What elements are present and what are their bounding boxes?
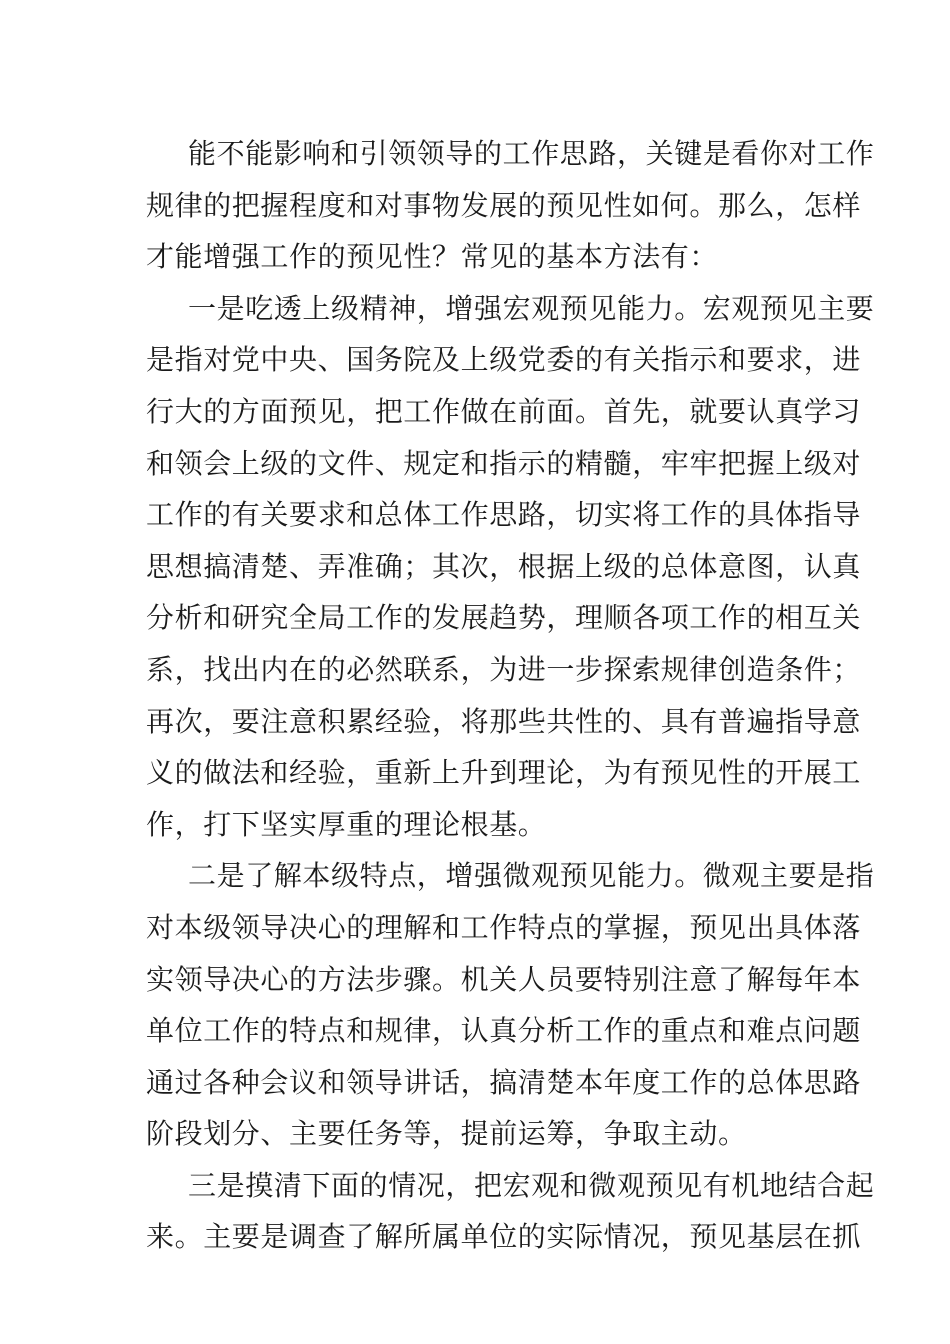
text-line: 才能增强工作的预见性？常见的基本方法有：	[146, 240, 719, 274]
text-line: 规律的把握程度和对事物发展的预见性如何。那么，怎样	[146, 188, 862, 222]
text-line: 行大的方面预见，把工作做在前面。首先，就要认真学习	[146, 394, 862, 428]
text-line: 和领会上级的文件、规定和指示的精髓，牢牢把握上级对	[146, 446, 862, 480]
text-line: 系，找出内在的必然联系，为进一步探索规律创造条件；	[146, 652, 862, 686]
paragraph-two	[146, 850, 875, 1160]
text-line: 作，打下坚实厚重的理论根基。	[146, 807, 547, 841]
text-line: 工作的有关要求和总体工作思路，切实将工作的具体指导	[146, 498, 862, 532]
text-line: 是指对党中央、国务院及上级党委的有关指示和要求，进	[146, 343, 862, 377]
text-line: 二是了解本级特点，增强微观预见能力。微观主要是指	[188, 859, 875, 893]
text-line: 来。主要是调查了解所属单位的实际情况，预见基层在抓	[146, 1220, 862, 1254]
body-text	[146, 128, 875, 1263]
text-line: 实领导决心的方法步骤。机关人员要特别注意了解每年本	[146, 962, 862, 996]
paragraph-three	[146, 1160, 875, 1263]
text-line: 阶段划分、主要任务等，提前运筹，争取主动。	[146, 1117, 747, 1151]
text-line: 思想搞清楚、弄准确；其次，根据上级的总体意图，认真	[146, 549, 862, 583]
paragraph-intro	[146, 128, 875, 283]
text-line: 分析和研究全局工作的发展趋势，理顺各项工作的相互关	[146, 601, 862, 635]
text-line: 通过各种会议和领导讲话，搞清楚本年度工作的总体思路	[146, 1065, 862, 1099]
paragraph-one	[146, 283, 875, 851]
text-line: 三是摸清下面的情况，把宏观和微观预见有机地结合起	[188, 1168, 875, 1202]
text-line: 义的做法和经验，重新上升到理论，为有预见性的开展工	[146, 756, 862, 790]
text-line: 一是吃透上级精神，增强宏观预见能力。宏观预见主要	[188, 291, 875, 325]
text-line: 单位工作的特点和规律，认真分析工作的重点和难点问题	[146, 1014, 862, 1048]
text-line: 再次，要注意积累经验，将那些共性的、具有普遍指导意	[146, 704, 862, 738]
text-line: 能不能影响和引领领导的工作思路，关键是看你对工作	[188, 137, 875, 170]
text-line: 对本级领导决心的理解和工作特点的掌握，预见出具体落	[146, 910, 862, 944]
